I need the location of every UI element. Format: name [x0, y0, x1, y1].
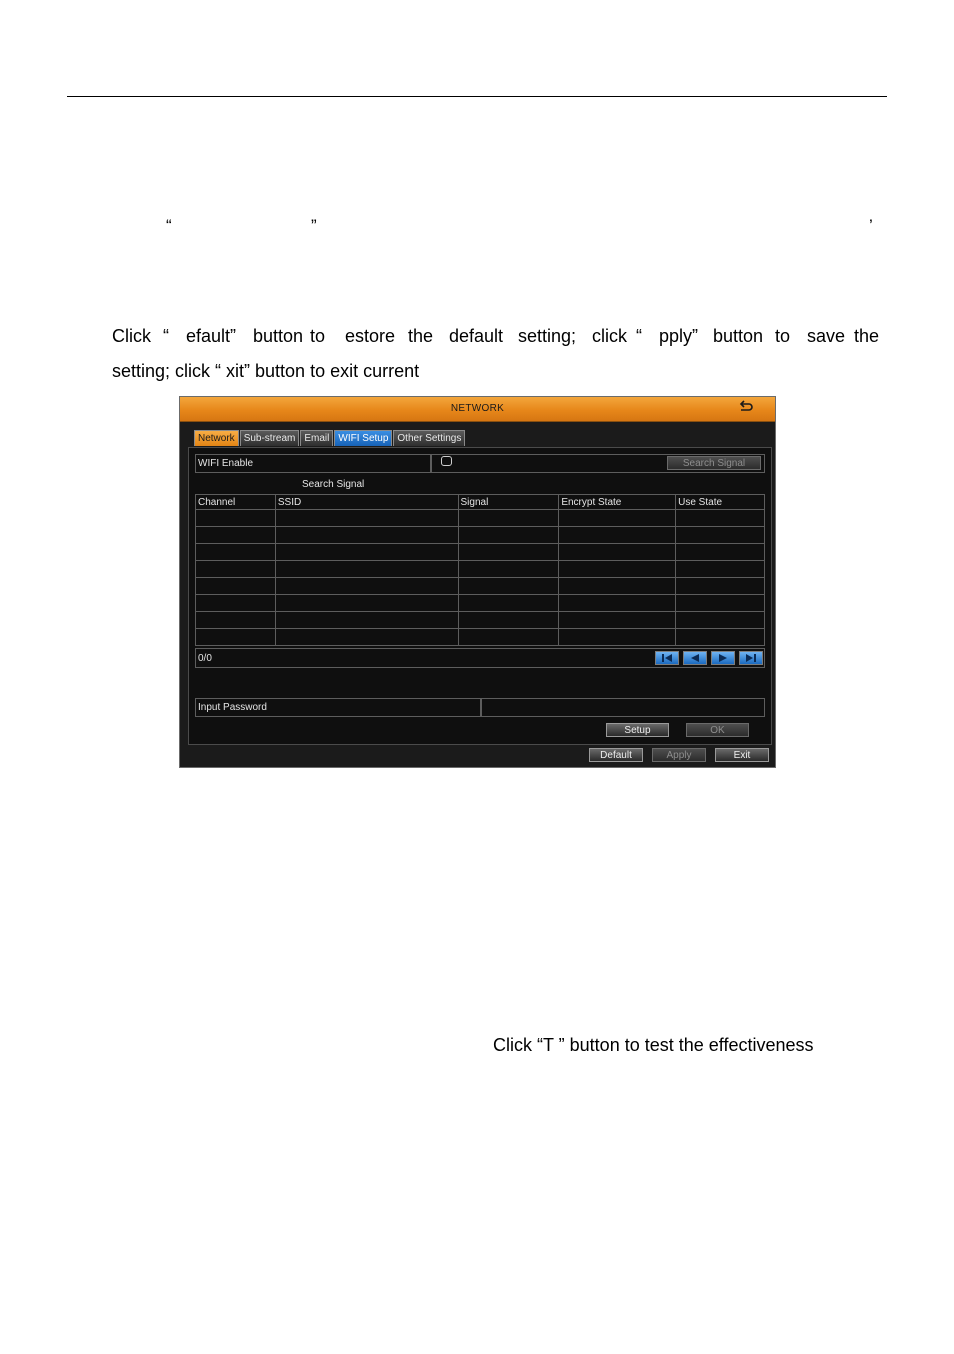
word: button — [713, 326, 764, 346]
window-body — [180, 422, 775, 767]
tab-bar — [194, 430, 465, 446]
word: pply” — [659, 326, 699, 346]
window-titlebar — [180, 397, 775, 422]
setup-button[interactable]: Setup — [606, 723, 669, 737]
paragraph-line-1 — [112, 322, 883, 352]
bottom-text: Click “T ” button to test the effectiveness — [493, 1035, 814, 1055]
exit-button[interactable]: Exit — [715, 748, 769, 762]
input-password-row — [195, 698, 481, 717]
tab-wifi-setup[interactable]: WIFI Setup — [334, 430, 392, 446]
word: Click — [112, 326, 151, 346]
default-button[interactable]: Default — [589, 748, 643, 762]
wifi-enable-checkbox[interactable] — [441, 456, 452, 466]
apostrophe: ’ — [869, 216, 873, 235]
col-use-state: Use State — [676, 495, 765, 510]
wifi-panel — [188, 447, 772, 745]
table-row[interactable] — [196, 510, 765, 527]
col-channel: Channel — [196, 495, 276, 510]
word: “ — [163, 326, 169, 346]
back-icon[interactable] — [737, 398, 755, 416]
word: setting; — [518, 326, 577, 346]
word: save — [807, 326, 846, 346]
paragraph-line-2: setting; click “ xit” button to exit current — [112, 361, 420, 381]
word: estore — [345, 326, 396, 346]
table-row[interactable] — [196, 629, 765, 646]
col-encrypt-state: Encrypt State — [559, 495, 676, 510]
col-ssid: SSID — [275, 495, 458, 510]
word: default — [449, 326, 504, 346]
search-signal-button[interactable]: Search Signal — [667, 456, 761, 470]
table-row[interactable] — [196, 612, 765, 629]
window-title: NETWORK — [450, 403, 505, 414]
table-row[interactable] — [196, 578, 765, 595]
word: to — [775, 326, 791, 346]
tab-network[interactable]: Network — [194, 430, 239, 446]
quote-open: “ — [166, 216, 172, 235]
next-page-button[interactable] — [711, 651, 735, 665]
wifi-enable-label: WIFI Enable — [198, 458, 254, 469]
search-signal-label: Search Signal — [302, 479, 365, 490]
word: the — [408, 326, 434, 346]
word: to — [310, 326, 326, 346]
tab-other-settings[interactable]: Other Settings — [393, 430, 465, 446]
table-row[interactable] — [196, 595, 765, 612]
signal-table — [195, 494, 765, 646]
input-password-label: Input Password — [198, 702, 267, 713]
table-row[interactable] — [196, 561, 765, 578]
header-rule — [67, 96, 887, 97]
pager-controls — [655, 651, 763, 665]
col-signal: Signal — [458, 495, 559, 510]
page-count: 0/0 — [198, 653, 212, 664]
table-row[interactable] — [196, 544, 765, 561]
word: click — [592, 326, 627, 346]
quote-close: ” — [311, 216, 317, 235]
word: the — [854, 326, 880, 346]
table-header-row — [196, 495, 765, 510]
word: efault” — [186, 326, 237, 346]
word: “ — [636, 326, 642, 346]
prev-page-button[interactable] — [683, 651, 707, 665]
table-row[interactable] — [196, 527, 765, 544]
tab-sub-stream[interactable]: Sub-stream — [240, 430, 300, 446]
prev-page-icon — [688, 653, 702, 663]
next-page-icon — [716, 653, 730, 663]
network-window — [179, 396, 776, 768]
tab-email[interactable]: Email — [300, 430, 333, 446]
last-page-icon — [744, 653, 758, 663]
word: button — [253, 326, 304, 346]
apply-button[interactable]: Apply — [652, 748, 706, 762]
first-page-button[interactable] — [655, 651, 679, 665]
ok-button[interactable]: OK — [686, 723, 749, 737]
first-page-icon — [660, 653, 674, 663]
password-input[interactable] — [481, 698, 765, 717]
wifi-enable-row — [195, 454, 431, 473]
last-page-button[interactable] — [739, 651, 763, 665]
